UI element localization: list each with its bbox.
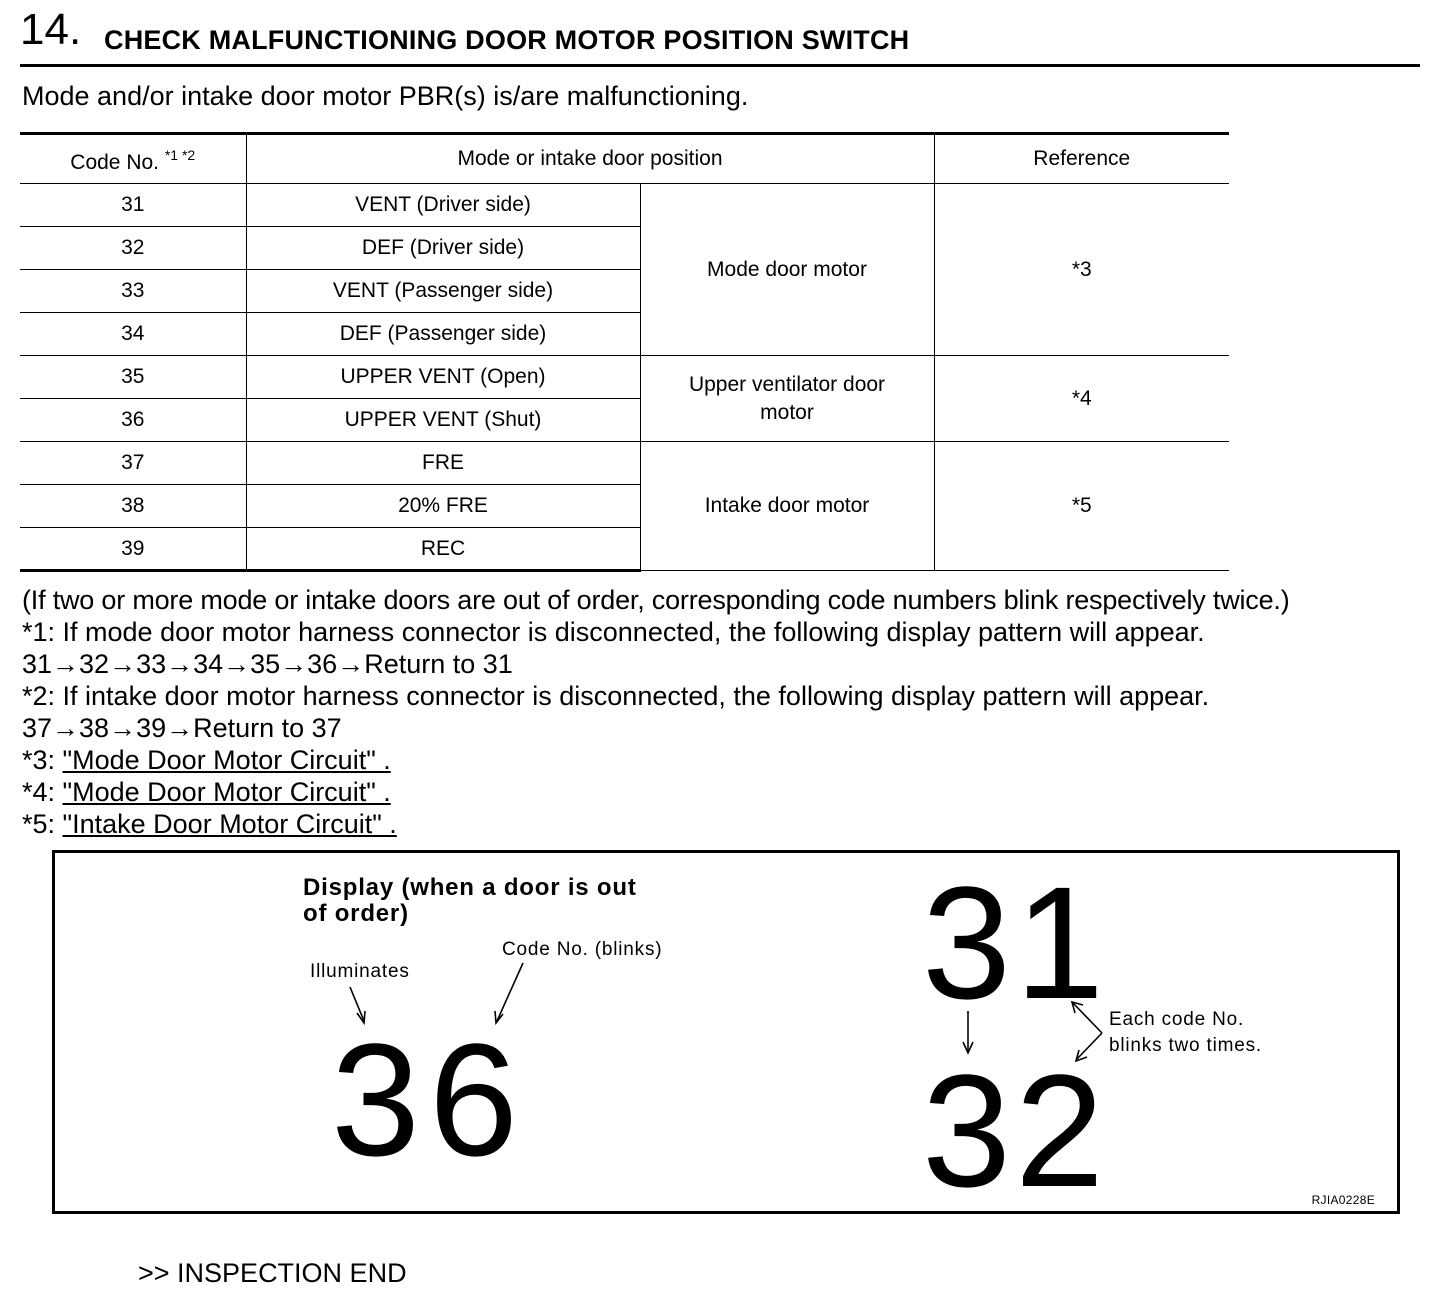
header-code: Code No. $^{*1 *2}$ [20,134,246,184]
first-code-display: 31 [922,853,1108,1032]
note-2: *2: If intake door motor harness connector is disconnected, the following display pattern will appear. [22,681,1210,711]
table-header-row [20,134,1229,184]
table-row [20,184,1229,227]
position-cell: DEF (Driver side) [246,227,640,270]
display-digit-illuminated: 3 [331,1010,420,1189]
position-cell: VENT (Driver side) [246,184,640,227]
code-table [20,132,1229,572]
motor-cell: Upper ventilator door motor [640,356,934,442]
illuminates-label: Illuminates [310,961,410,982]
note-twice: (If two or more mode or intake doors are out of order, corresponding code numbers blink respectively twice.) [22,585,1290,615]
code-blinks-label: Code No. (blinks) [502,939,663,960]
figure-title: Display (when a door is out of order) [303,874,637,927]
intake-door-motor-circuit-link[interactable]: "Intake Door Motor Circuit" . [62,809,397,839]
motor-cell: Intake door motor [640,442,934,571]
reference-3: *3: "Mode Door Motor Circuit" . [22,745,391,775]
header-code-footnote: *1 *2 [164,147,196,163]
mode-door-motor-circuit-link[interactable]: "Mode Door Motor Circuit" . [62,745,391,775]
reference-cell: *4 [934,356,1229,442]
position-cell: 20% FRE [246,485,640,528]
intro-text: Mode and/or intake door motor PBR(s) is/are malfunctioning. [22,81,749,111]
step-title: CHECK MALFUNCTIONING DOOR MOTOR POSITION SWITCH [104,25,910,55]
inspection-end-link[interactable]: >> INSPECTION END [138,1258,407,1288]
code-cell: 34 [20,313,246,356]
header-position: Mode or intake door position [246,134,934,184]
motor-cell: Mode door motor [640,184,934,356]
display-digit-blinking: 6 [429,1010,518,1189]
notes [22,584,1432,840]
code-cell: 36 [20,399,246,442]
position-cell: FRE [246,442,640,485]
position-cell: UPPER VENT (Open) [246,356,640,399]
display-figure [52,850,1400,1220]
code-cell: 32 [20,227,246,270]
blink-note-line2: blinks two times. [1109,1035,1262,1056]
step-number: 14. [20,5,82,54]
reference-5: *5: "Intake Door Motor Circuit" . [22,809,397,839]
reference-4: *4: "Mode Door Motor Circuit" . [22,777,391,807]
blink-note-line1: Each code No. [1109,1009,1245,1030]
code-cell: 35 [20,356,246,399]
code-cell: 33 [20,270,246,313]
table-row [20,442,1229,485]
code-cell: 39 [20,528,246,571]
position-cell: UPPER VENT (Shut) [246,399,640,442]
table-row [20,356,1229,399]
code-cell: 37 [20,442,246,485]
reference-cell: *3 [934,184,1229,356]
reference-cell: *5 [934,442,1229,571]
position-cell: DEF (Passenger side) [246,313,640,356]
position-cell: REC [246,528,640,571]
code-cell: 31 [20,184,246,227]
second-code-display: 32 [922,1041,1108,1220]
pattern-1: 31→32→33→34→35→36→Return to 31 [22,649,513,679]
code-cell: 38 [20,485,246,528]
mode-door-motor-circuit-link[interactable]: "Mode Door Motor Circuit" . [62,777,391,807]
header-reference: Reference [934,134,1229,184]
step-header [20,5,1420,67]
figure-id: RJIA0228E [1311,1193,1375,1207]
position-cell: VENT (Passenger side) [246,270,640,313]
note-1: *1: If mode door motor harness connector is disconnected, the following display pattern will appear. [22,617,1205,647]
pattern-2: 37→38→39→Return to 37 [22,713,342,743]
